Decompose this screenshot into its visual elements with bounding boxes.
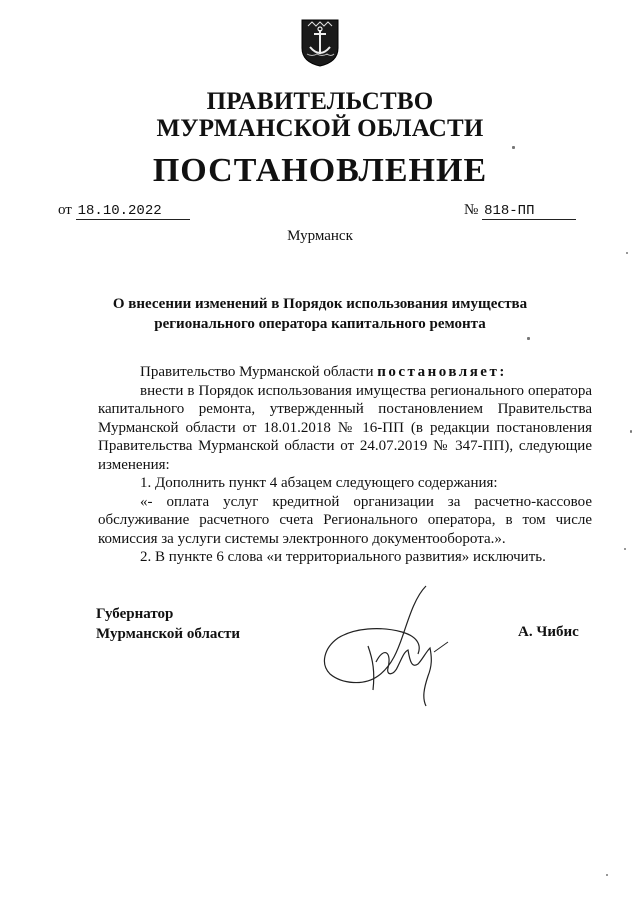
signature-icon [318,580,468,715]
document-date [58,202,190,220]
org-title-line2: МУРМАНСКОЙ ОБЛАСТИ [156,115,484,142]
preamble [98,363,592,382]
resolution-keyword: постановляет: [377,364,507,380]
document-subject [0,294,640,334]
document-number [464,202,576,220]
subject-line1: О внесении изменений в Порядок использования имущества [112,296,528,312]
scan-speck [630,430,632,433]
signer-name: А. Чибис [518,624,579,640]
date-value: 18.10.2022 [76,203,190,220]
signer-position-line2: Мурманской области [96,626,241,642]
body-paragraph-1: внести в Порядок использования имущества регионального оператора капитального ремонта, утвержденный постановлением Правительства Мурманской области от 18.01.2018 № 16-ПП (в редакции постановления Правительства Мурманской области от 24.07.2019 № 347-ПП), следующие изменения: [98,382,592,473]
organization-title [0,88,640,142]
body-paragraph-3: «- оплата услуг кредитной организации за расчетно-кассовое обслуживание расчетного счета Регионального оператора, в том числе комиссия за услуги системы электронного документооборота.». [98,493,592,547]
body-paragraph-2: 1. Дополнить пункт 4 абзацем следующего содержания: [140,475,498,491]
signer-position-line1: Губернатор [96,606,174,622]
document-type-heading: ПОСТАНОВЛЕНИЕ [152,152,488,189]
number-prefix: № [464,202,479,218]
scan-speck [527,337,530,340]
subject-line2: регионального оператора капитального ремонта [154,316,486,332]
number-value: 818-ПП [482,203,576,220]
city-name: Мурманск [287,228,353,244]
scan-speck [626,252,628,254]
document-body [98,363,592,567]
coat-of-arms-icon [300,18,340,68]
signer-position [96,604,240,644]
body-paragraph-4: 2. В пункте 6 слова «и территориального развития» исключить. [140,549,546,565]
org-title-line1: ПРАВИТЕЛЬСТВО [206,88,434,115]
date-prefix: от [58,202,72,218]
scan-speck [606,874,608,876]
preamble-text: Правительство Мурманской области [140,364,378,380]
scan-speck [624,548,626,550]
scan-speck [512,146,515,149]
